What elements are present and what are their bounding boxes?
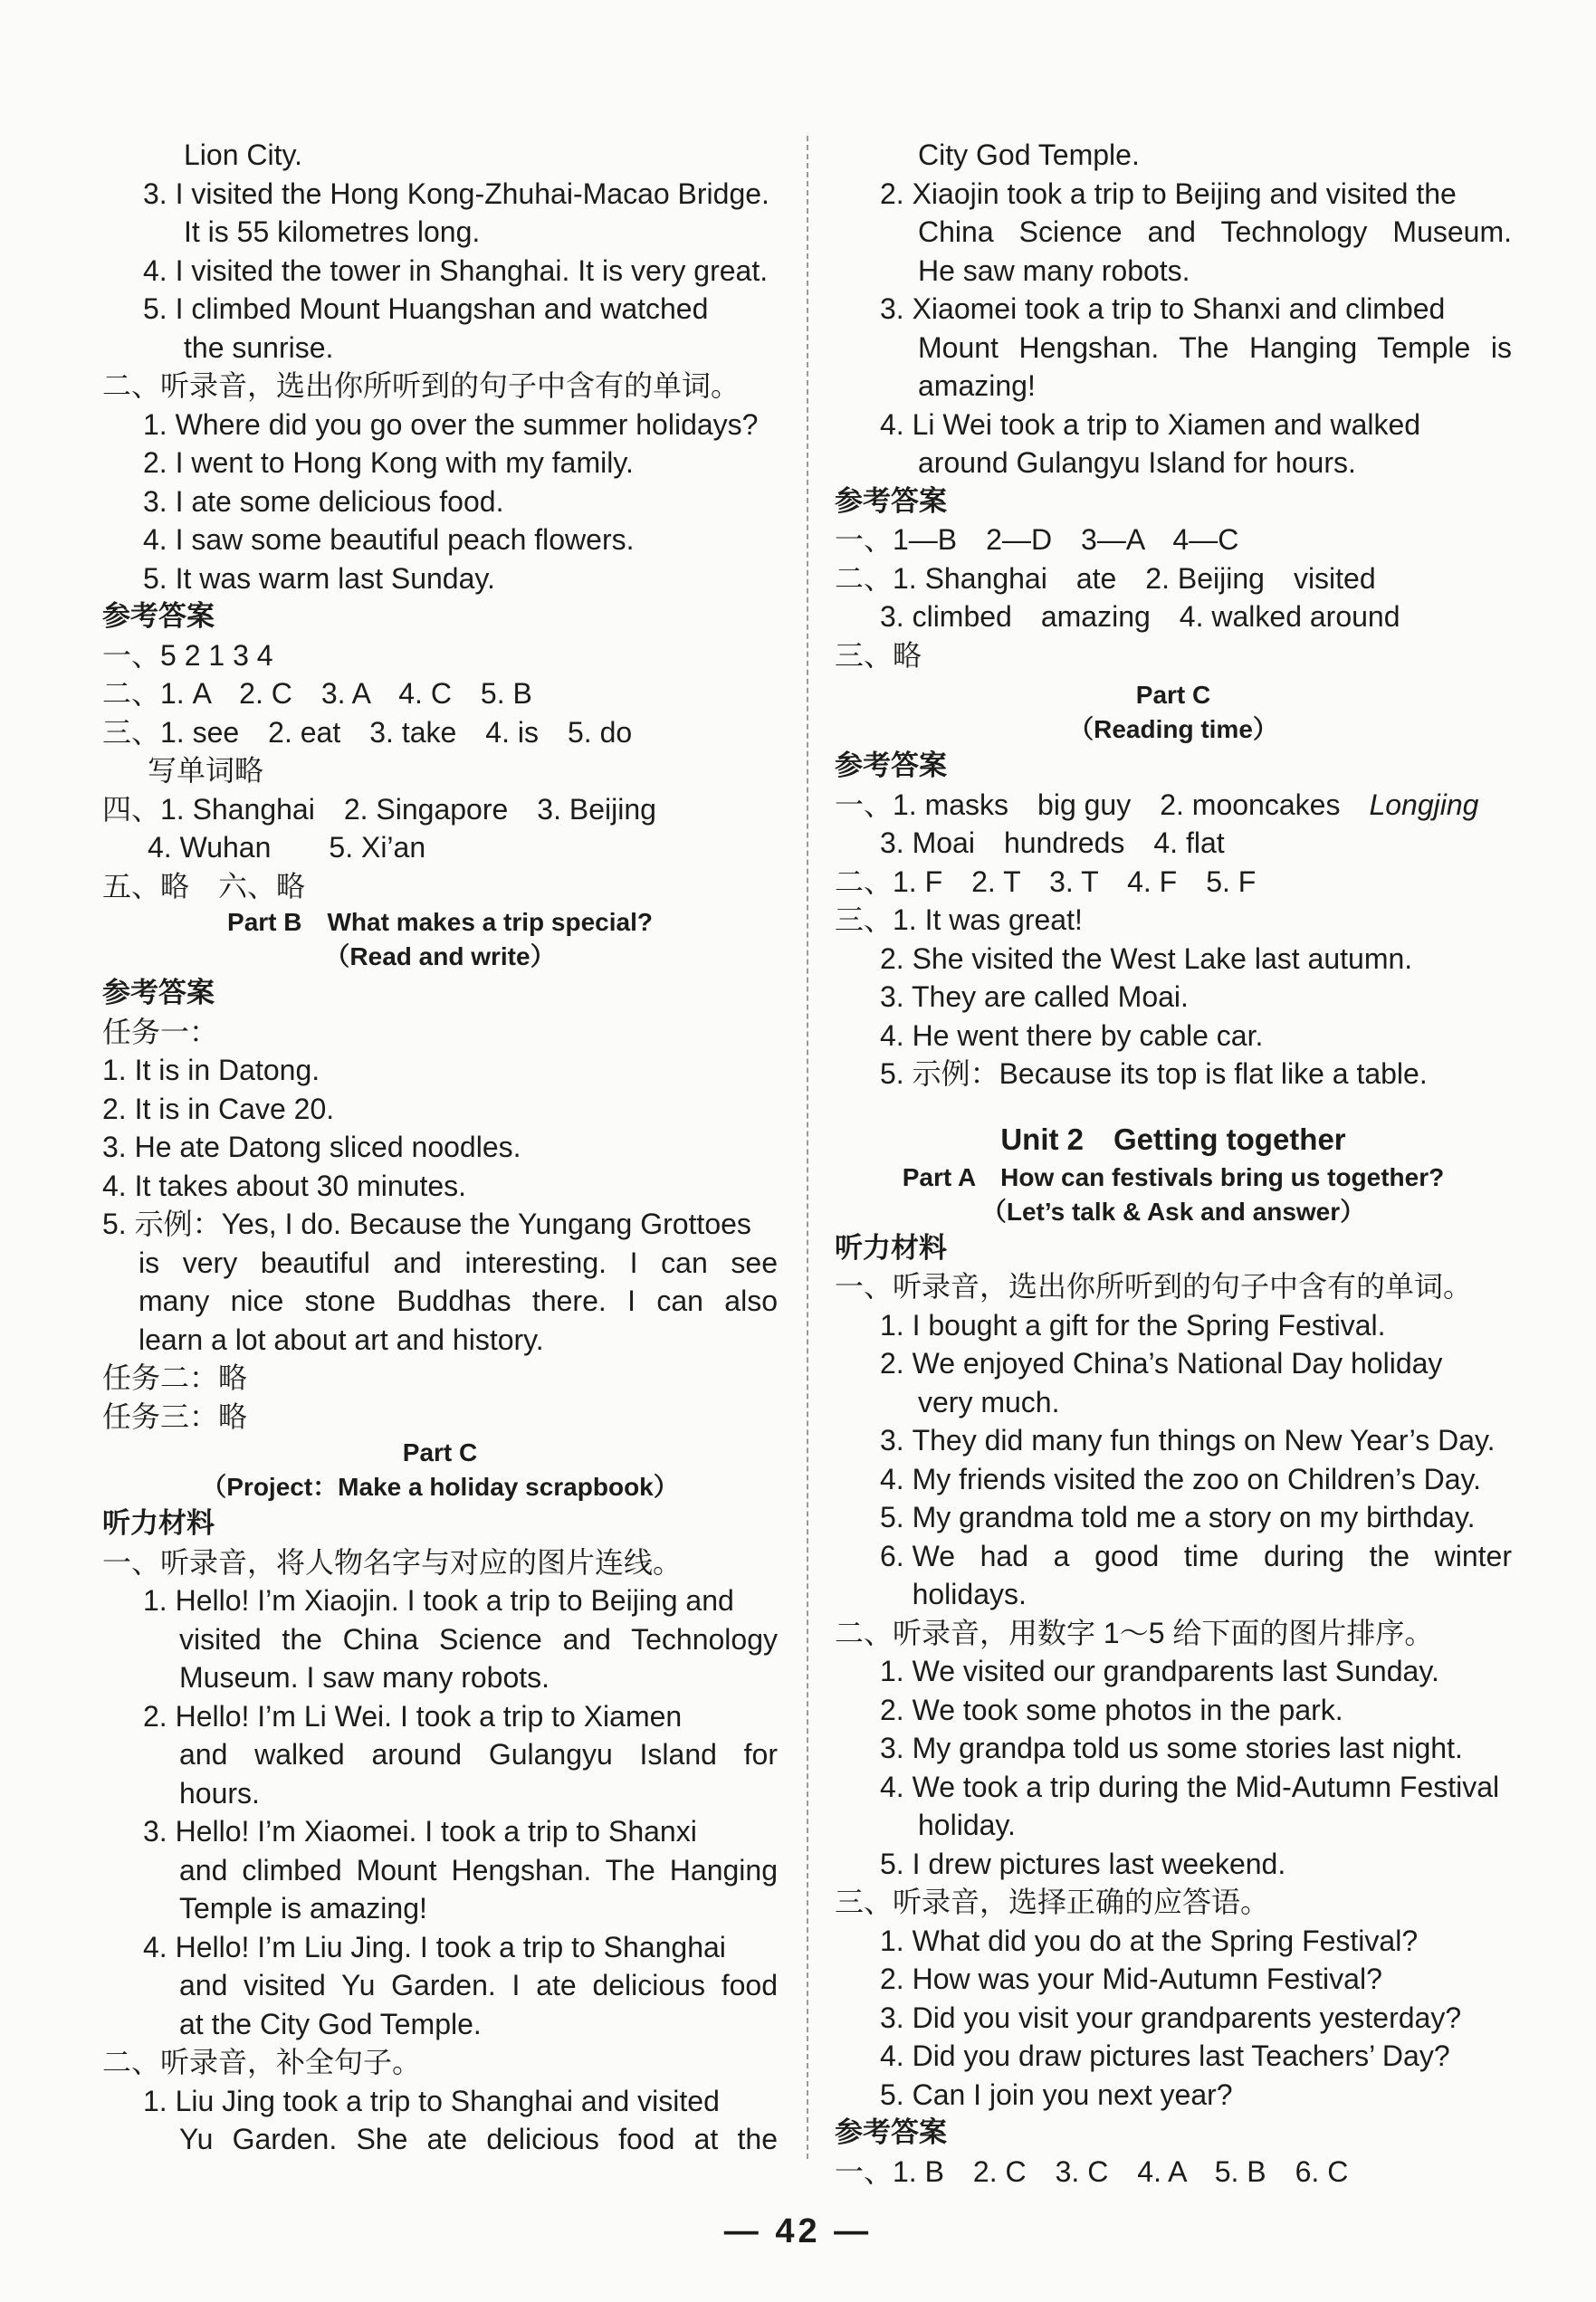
item-text: I drew pictures last weekend.: [912, 1847, 1286, 1880]
answer-line: 4. It takes about 30 minutes.: [102, 1169, 467, 1202]
list-item: [102, 2082, 778, 2121]
list-item: [102, 1928, 778, 1967]
section-heading: 一、听录音，选出你所听到的句子中含有的单词。: [835, 1270, 1473, 1303]
item-number: 1.: [880, 1308, 913, 1342]
answer-line: 三、略: [835, 638, 922, 672]
list-item: [102, 406, 778, 444]
text-line: City God Temple.: [918, 139, 1140, 171]
answer-line: 2. It is in Cave 20.: [102, 1092, 335, 1125]
section-heading: 二、听录音，选出你所听到的句子中含有的单词。: [102, 369, 741, 402]
list-item: [835, 2037, 1512, 2076]
list-item: [835, 1537, 1512, 1614]
list-item: [102, 559, 778, 598]
text-line: Mount Hengshan. The Hanging Temple is: [918, 330, 1512, 364]
list-item: [835, 1960, 1512, 1999]
list-item: [102, 252, 778, 291]
item-number: 5.: [880, 1501, 913, 1533]
item-number: 1.: [143, 2084, 176, 2117]
item-number: 5.: [880, 1847, 913, 1880]
part-subtitle: （Reading time）: [1068, 715, 1278, 743]
text-line: at the City God Temple.: [179, 2007, 482, 2040]
text-line: Yu Garden. She ate delicious food at the: [179, 2123, 778, 2155]
text-line: the sunrise.: [184, 330, 334, 364]
item-text: How was your Mid-Autumn Festival?: [912, 1963, 1382, 1995]
list-item: [835, 1691, 1512, 1730]
list-item: [835, 1729, 1512, 1768]
item-number: 3.: [880, 1424, 913, 1457]
item-number: 3.: [880, 292, 913, 325]
item-number: 3.: [143, 484, 176, 518]
item-text: Can I join you next year?: [912, 2078, 1233, 2111]
answers-heading: 参考答案: [835, 2116, 947, 2148]
answers-heading: 参考答案: [102, 600, 215, 632]
answer-line: 3. He ate Datong sliced noodles.: [102, 1131, 521, 1163]
text-line: It is 55 kilometres long.: [184, 215, 481, 248]
item-text: I bought a gift for the Spring Festival.: [912, 1308, 1386, 1342]
item-number: 2.: [880, 177, 913, 210]
answer-line: 4. Wuhan 5. Xi’an: [148, 831, 426, 864]
item-number: 5.: [102, 1208, 135, 1240]
answer-line: 3. They are called Moai.: [880, 980, 1189, 1013]
list-item: [102, 175, 778, 214]
list-item: [835, 1652, 1512, 1691]
item-number: 2.: [143, 446, 176, 479]
item-text: Hello! I’m Xiaojin. I took a trip to Beijing and: [175, 1584, 734, 1617]
item-text: What did you do at the Spring Festival?: [912, 1924, 1419, 1957]
item-number: 4.: [880, 1770, 913, 1803]
answer-text-italic: Longjing: [1369, 788, 1479, 821]
answer-line: 三、1. It was great!: [835, 903, 1083, 936]
answers-heading: 参考答案: [835, 484, 947, 517]
answer-line: 一、1. B 2. C 3. C 4. A 5. B 6. C: [835, 2154, 1349, 2188]
item-number: 3.: [880, 1732, 913, 1764]
text-line: hours.: [179, 1776, 260, 1810]
part-title: Part C: [1135, 681, 1211, 709]
list-item: [102, 444, 778, 482]
answers-heading: 参考答案: [102, 977, 215, 1008]
list-item: [835, 1421, 1512, 1460]
list-item: [835, 1999, 1512, 2038]
item-number: 5.: [143, 561, 176, 595]
text-line: and climbed Mount Hengshan. The Hanging: [179, 1853, 778, 1886]
part-title: Part C: [402, 1438, 478, 1466]
text-line: around Gulangyu Island for hours.: [918, 446, 1356, 479]
left-column: [102, 136, 778, 2159]
item-text: I climbed Mount Huangshan and watched: [175, 292, 709, 325]
task-label: 任务二：略: [102, 1361, 248, 1394]
answer-line: 3. Moai hundreds 4. flat: [880, 826, 1225, 859]
section-heading: 三、听录音，选择正确的应答语。: [835, 1886, 1270, 1918]
item-number: 1.: [880, 1655, 913, 1687]
item-text: Did you visit your grandparents yesterday?: [912, 2001, 1462, 2034]
item-text: Hello! I’m Liu Jing. I took a trip to Shanghai: [175, 1930, 726, 1963]
item-text: Hello! I’m Xiaomei. I took a trip to Shanxi: [175, 1815, 697, 1848]
item-text: We took a trip during the Mid-Autumn Festival: [912, 1770, 1500, 1803]
listening-heading: 听力材料: [102, 1507, 215, 1539]
item-number: 3.: [880, 2001, 913, 2034]
list-item: [102, 1697, 778, 1736]
list-item: [835, 406, 1512, 444]
item-number: 4.: [880, 407, 913, 441]
part-subtitle: （Let’s talk & Ask and answer）: [980, 1197, 1366, 1226]
text-line: Museum. I saw many robots.: [179, 1661, 550, 1694]
right-column: [835, 136, 1512, 2191]
section-heading: 二、听录音，用数字 1～5 给下面的图片排序。: [835, 1616, 1434, 1649]
answer-line: 三、1. see 2. eat 3. take 4. is 5. do: [102, 715, 633, 749]
part-title: Part A How can festivals bring us together?: [902, 1162, 1445, 1191]
text-line: very much.: [918, 1385, 1060, 1418]
item-text: My grandma told me a story on my birthday.: [912, 1501, 1476, 1533]
answer-line: 五、略 六、略: [102, 869, 306, 903]
answer-line: [835, 786, 1512, 825]
list-item: [835, 2076, 1512, 2115]
task-label: 任务三：略: [102, 1399, 248, 1433]
item-text: They did many fun things on New Year’s Day.: [912, 1424, 1496, 1457]
item-number: 4.: [880, 2039, 913, 2072]
answer-line: 5. 示例：Because its top is flat like a table.: [880, 1057, 1428, 1090]
list-item: [835, 1845, 1512, 1884]
answer-line: 二、1. F 2. T 3. T 4. F 5. F: [835, 864, 1257, 898]
text-line: China Science and Technology Museum.: [918, 215, 1512, 248]
list-item: [835, 1498, 1512, 1537]
item-number: 5.: [880, 2078, 913, 2111]
listening-heading: 听力材料: [835, 1231, 947, 1264]
list-item: [102, 521, 778, 559]
item-text: I ate some delicious food.: [175, 484, 504, 518]
part-subtitle: （Read and write）: [324, 942, 556, 970]
item-text: Hello! I’m Li Wei. I took a trip to Xiamen: [175, 1699, 683, 1733]
item-number: 4.: [143, 253, 176, 287]
unit-title: Unit 2 Getting together: [1000, 1122, 1346, 1156]
item-number: 4.: [143, 523, 176, 556]
answer-line: 一、5 2 1 3 4: [102, 638, 273, 672]
item-number: 5.: [143, 292, 176, 325]
text-line: He saw many robots.: [918, 253, 1190, 287]
item-text: I went to Hong Kong with my family.: [175, 446, 634, 479]
item-text: Xiaojin took a trip to Beijing and visited the: [912, 177, 1457, 210]
answer-line: 四、1. Shanghai 2. Singapore 3. Beijing: [102, 792, 656, 826]
list-item: [102, 1205, 778, 1244]
item-text: It was warm last Sunday.: [175, 561, 495, 595]
item-number: 4.: [880, 1462, 913, 1495]
list-item: [102, 1812, 778, 1851]
text-line: holiday.: [918, 1809, 1016, 1841]
item-text: Did you draw pictures last Teachers’ Day?: [912, 2039, 1450, 2072]
item-number: 6.: [880, 1539, 913, 1572]
item-number: 1.: [880, 1924, 913, 1957]
item-number: 1.: [143, 1584, 176, 1617]
item-number: 2.: [143, 1699, 176, 1733]
item-text: I saw some beautiful peach flowers.: [175, 523, 635, 556]
text-line: and walked around Gulangyu Island for: [179, 1738, 778, 1771]
section-heading: 二、听录音，补全句子。: [102, 2046, 422, 2078]
text-line: many nice stone Buddhas there. I can also: [139, 1285, 778, 1317]
answer-line: 二、1. Shanghai ate 2. Beijing visited: [835, 561, 1376, 595]
part-title: Part B What makes a trip special?: [227, 908, 653, 936]
answer-line: 3. climbed amazing 4. walked around: [880, 600, 1400, 633]
item-text: My grandpa told us some stories last night.: [912, 1732, 1463, 1764]
item-number: 3.: [143, 1815, 176, 1848]
item-number: 1.: [143, 407, 176, 441]
list-item: [102, 290, 778, 329]
answer-line: 4. He went there by cable car.: [880, 1018, 1264, 1052]
item-text: Liu Jing took a trip to Shanghai and visited: [175, 2084, 720, 2117]
task-label: 任务一：: [102, 1015, 219, 1048]
list-item: [835, 1922, 1512, 1961]
answer-line: 一、1—B 2—D 3—A 4—C: [835, 523, 1239, 556]
item-text: I visited the Hong Kong-Zhuhai-Macao Bridge.: [175, 177, 769, 210]
part-subtitle: （Project：Make a holiday scrapbook）: [201, 1473, 679, 1501]
text-line: Lion City.: [184, 139, 303, 171]
list-item: [835, 1460, 1512, 1499]
list-item: [835, 290, 1512, 329]
item-number: 2.: [880, 1963, 913, 1995]
list-item: [835, 1344, 1512, 1383]
answer-line: 二、1. A 2. C 3. A 4. C 5. B: [102, 677, 532, 710]
item-number: 3.: [143, 177, 176, 210]
answer-line: 2. She visited the West Lake last autumn.: [880, 941, 1413, 975]
list-item: [835, 1768, 1512, 1807]
item-text: We visited our grandparents last Sunday.: [912, 1655, 1439, 1687]
item-text: Where did you go over the summer holidays?: [175, 407, 759, 441]
text-line: is very beautiful and interesting. I can see: [139, 1246, 778, 1279]
text-line: amazing!: [918, 369, 1036, 402]
page-number: — 42 —: [723, 2212, 873, 2250]
section-heading: 一、听录音，将人物名字与对应的图片连线。: [102, 1545, 683, 1579]
item-text: Li Wei took a trip to Xiamen and walked: [912, 407, 1421, 441]
item-number: 2.: [880, 1693, 913, 1726]
item-number: 4.: [143, 1930, 176, 1963]
answer-text: 一、1. masks big guy 2. mooncakes: [835, 788, 1370, 821]
item-text: Xiaomei took a trip to Shanxi and climbed: [912, 292, 1446, 325]
text-line: Temple is amazing!: [179, 1892, 427, 1925]
list-item: [835, 175, 1512, 214]
text-line: visited the China Science and Technology: [179, 1622, 778, 1656]
item-text: We had a good time during the winter holidays.: [912, 1539, 1512, 1610]
item-text: 示例：Yes, I do. Because the Yungang Grottoes: [134, 1208, 751, 1240]
list-item: [835, 1306, 1512, 1345]
answers-heading: 参考答案: [835, 750, 947, 781]
text-line: learn a lot about art and history.: [139, 1323, 544, 1356]
answer-line: 写单词略: [148, 754, 264, 787]
item-text: My friends visited the zoo on Children’s Day.: [912, 1462, 1482, 1495]
item-text: We took some photos in the park.: [912, 1693, 1343, 1726]
text-line: and visited Yu Garden. I ate delicious food: [179, 1969, 778, 2001]
answer-line: 1. It is in Datong.: [102, 1054, 320, 1086]
item-text: I visited the tower in Shanghai. It is very great.: [175, 253, 769, 287]
column-divider: [807, 136, 808, 2159]
item-text: We enjoyed China’s National Day holiday: [912, 1347, 1443, 1380]
list-item: [102, 1581, 778, 1620]
item-number: 2.: [880, 1347, 913, 1380]
list-item: [102, 482, 778, 521]
